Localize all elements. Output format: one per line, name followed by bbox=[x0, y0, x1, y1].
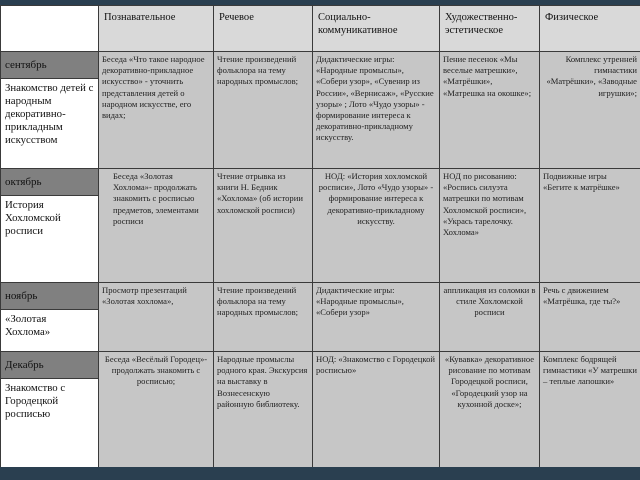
header-speech: Речевое bbox=[214, 6, 313, 52]
month-label: сентябрь bbox=[1, 52, 99, 79]
cell-social: НОД: «Знакомство с Городецкой росписью» bbox=[313, 352, 440, 474]
table-row bbox=[1, 169, 640, 196]
cell-artistic: «Кувавка» декоративное рисование по мотивам Городецкой росписи, «Городецкий узор на кухонной доске»; bbox=[440, 352, 540, 474]
topic-label: «Золотая Хохлома» bbox=[1, 310, 99, 352]
bottom-bar bbox=[0, 467, 640, 480]
header-social: Социально-коммуникативное bbox=[313, 6, 440, 52]
cell-speech: Чтение произведений фольклора на тему народных промыслов; bbox=[214, 52, 313, 169]
header-artistic: Художественно-эстетическое bbox=[440, 6, 540, 52]
header-corner bbox=[1, 6, 99, 52]
cell-cognitive: Беседа «Золотая Хохлома»- продолжать знакомить с росписью предметов, элементами росписи bbox=[99, 169, 214, 283]
cell-social: Дидактические игры: «Народные промыслы», «Собери узор», «Сувенир из России», «Вернисаж», «Русские узоры» ; Лото «Чудо узоры» - формирование интереса к декоративно-прикладному искусству. bbox=[313, 52, 440, 169]
header-row bbox=[1, 6, 640, 52]
month-label: октябрь bbox=[1, 169, 99, 196]
topic-label: Знакомство с Городецкой росписью bbox=[1, 379, 99, 474]
month-label: Декабрь bbox=[1, 352, 99, 379]
cell-physical: Комплекс бодрящей гимнастики «У матрешки – теплые лапошки» bbox=[540, 352, 640, 474]
cell-physical: Подвижные игры «Бегите к матрёшке» bbox=[540, 169, 640, 283]
cell-artistic: Пение песенок «Мы веселые матрешки», «Матрёшки», «Матрешка на окошке»; bbox=[440, 52, 540, 169]
cell-cognitive: Беседа «Что такое народное декоративно-прикладное искусство» - уточнить представления детей о народном искусстве, его видах; bbox=[99, 52, 214, 169]
cell-social: НОД: «История хохломской росписи», Лото «Чудо узоры» - формирование интереса к декоративно-прикладному искусству. bbox=[313, 169, 440, 283]
cell-physical: Комплекс утренней гимнастики «Матрёшки», «Заводные игрушки»; bbox=[540, 52, 640, 169]
cell-cognitive: Просмотр презентаций «Золотая хохлома», bbox=[99, 283, 214, 352]
table-row bbox=[1, 52, 640, 79]
cell-speech: Чтение отрывка из книги Н. Бедник «Хохлома» (об истории хохломской росписи) bbox=[214, 169, 313, 283]
table-row bbox=[1, 283, 640, 310]
topic-label: Знакомство детей с народным декоративно-прикладным искусством bbox=[1, 79, 99, 169]
cell-artistic: аппликация из соломки в стиле Хохломской росписи bbox=[440, 283, 540, 352]
cell-speech: Народные промыслы родного края. Экскурсия на выставку в Вознесенскую районную библиотеку. bbox=[214, 352, 313, 474]
cell-cognitive: Беседа «Весёлый Городец»- продолжать знакомить с росписью; bbox=[99, 352, 214, 474]
plan-table bbox=[0, 5, 640, 474]
topic-label: История Хохломской росписи bbox=[1, 196, 99, 283]
cell-physical: Речь с движением «Матрёшка, где ты?» bbox=[540, 283, 640, 352]
cell-social: Дидактические игры: «Народные промыслы», «Собери узор» bbox=[313, 283, 440, 352]
header-physical: Физическое bbox=[540, 6, 640, 52]
header-cognitive: Познавательное bbox=[99, 6, 214, 52]
cell-speech: Чтение произведений фольклора на тему народных промыслов; bbox=[214, 283, 313, 352]
table-row bbox=[1, 352, 640, 379]
month-label: ноябрь bbox=[1, 283, 99, 310]
cell-artistic: НОД по рисованию: «Роспись силуэта матрешки по мотивам Хохломской росписи», «Укрась тарелочку. Хохлома» bbox=[440, 169, 540, 283]
